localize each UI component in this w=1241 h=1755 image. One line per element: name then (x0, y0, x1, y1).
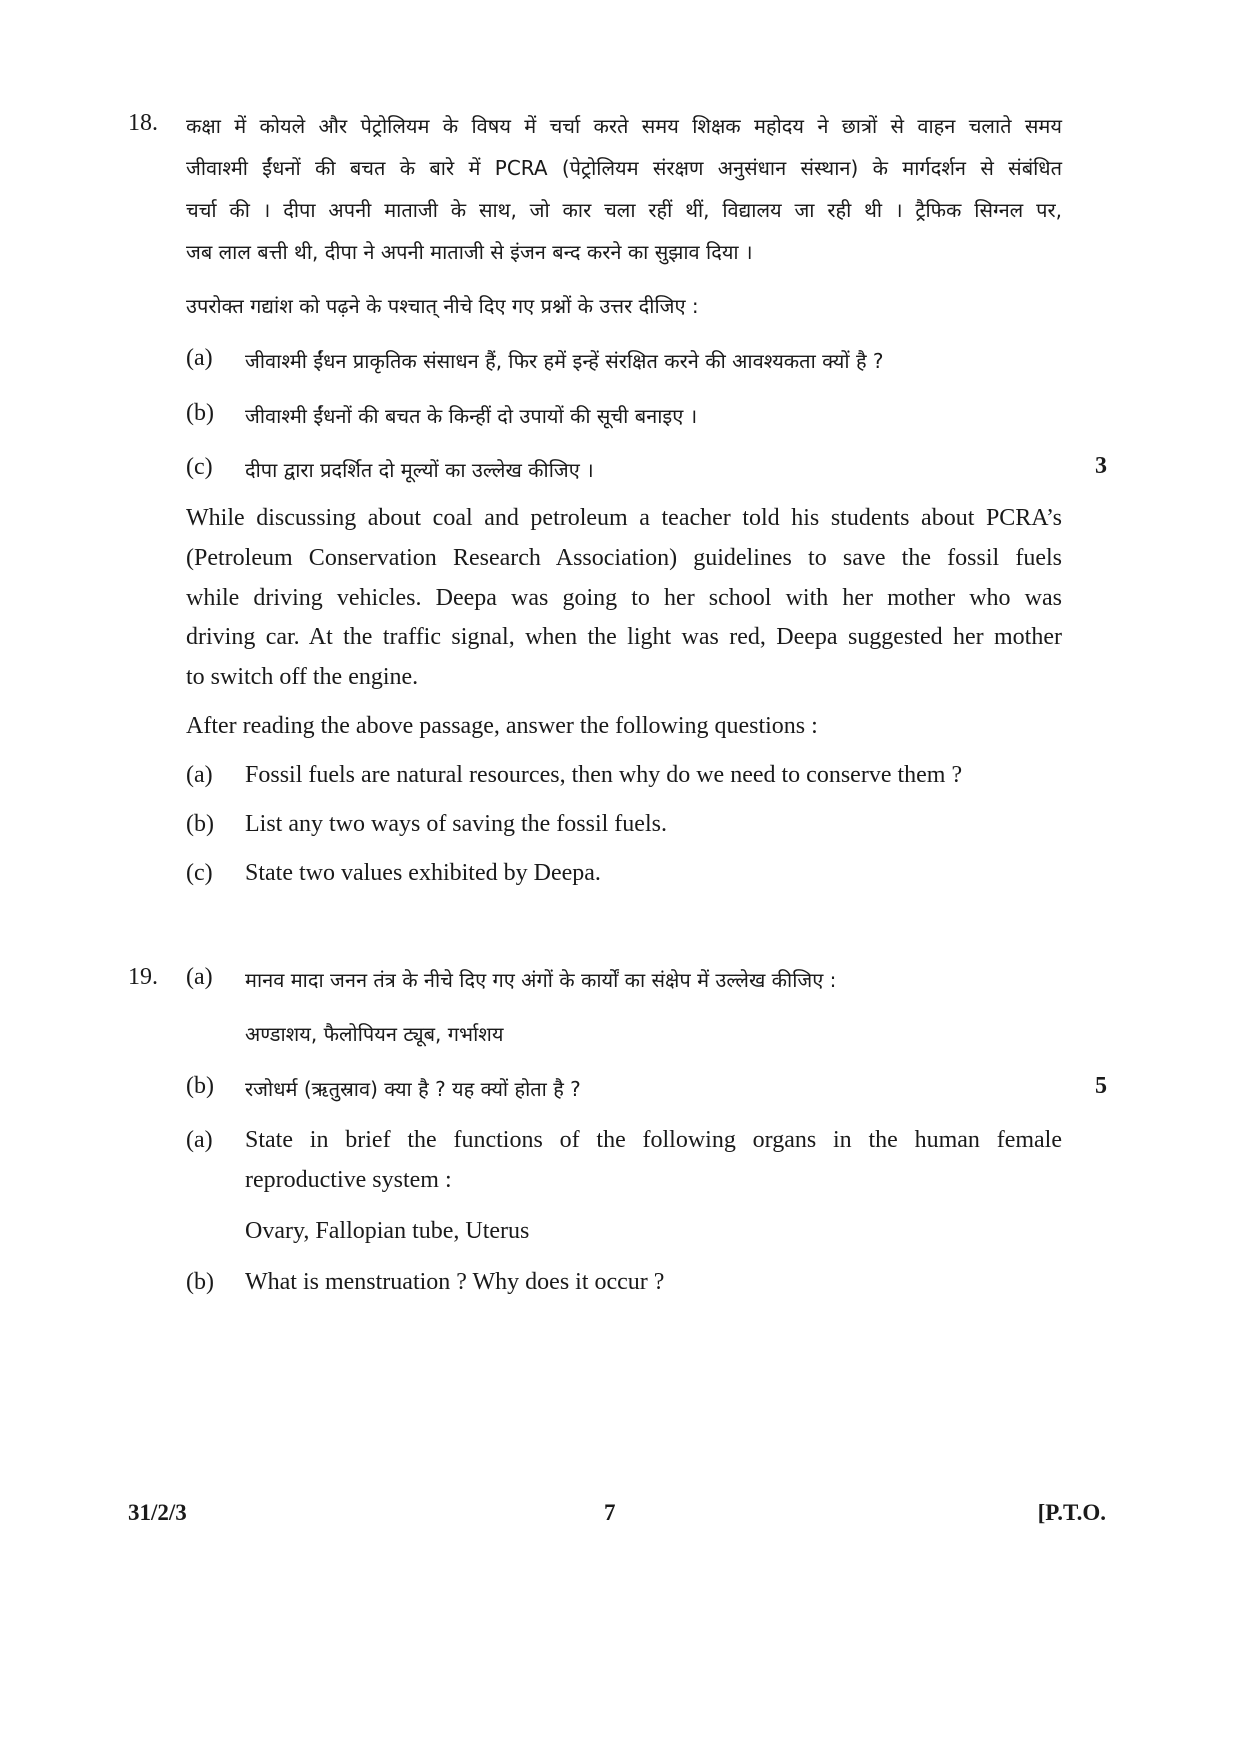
q18-hindi-line-4: जब लाल बत्ती थी, दीपा ने अपनी माताजी से इंजन बन्द करने का सुझाव दिया । (186, 240, 753, 264)
q18-hindi-part-a-text: जीवाश्मी ईंधन प्राकृतिक संसाधन हैं, फिर हमें इन्हें संरक्षित करने की आवश्यकता क्यों है ? (245, 349, 884, 373)
q18-english-line-2: (Petroleum Conservation Research Association) guidelines to save the fossil fuels (186, 545, 1062, 571)
q18-english-part-b-label: (b) (186, 811, 214, 837)
q18-english-part-a-text: Fossil fuels are natural resources, then why do we need to conserve them ? (245, 762, 963, 788)
q18-english-line-4: driving car. At the traffic signal, when the light was red, Deepa suggested her mother (186, 624, 1062, 650)
q19-english-part-a-label: (a) (186, 1127, 213, 1153)
q18-english-line-1: While discussing about coal and petroleum a teacher told his students about PCRA’s (186, 505, 1062, 531)
q18-hindi-part-a-label: (a) (186, 345, 213, 371)
q18-hindi-line-2: जीवाश्मी ईंधनों की बचत के बारे में PCRA (पेट्रोलियम संरक्षण अनुसंधान संस्थान) के मार्गदर्शन से संबंधित (186, 156, 1062, 180)
q18-hindi-line-3: चर्चा की । दीपा अपनी माताजी के साथ, जो कार चला रहीं थीं, विद्यालय जा रही थी । ट्रैफिक सिग्नल पर, (186, 198, 1062, 222)
q18-english-line-5: to switch off the engine. (186, 664, 419, 690)
q19-hindi-part-a-label: (a) (186, 964, 213, 990)
q18-english-part-b-text: List any two ways of saving the fossil fuels. (245, 811, 667, 837)
q19-english-part-a-line-2: reproductive system : (245, 1167, 452, 1193)
q18-english-part-a-label: (a) (186, 762, 213, 788)
q19-english-organs: Ovary, Fallopian tube, Uterus (245, 1218, 530, 1244)
q19-hindi-organs: अण्डाशय, फैलोपियन ट्यूब, गर्भाशय (245, 1022, 504, 1046)
q19-english-part-b-label: (b) (186, 1269, 214, 1295)
q18-english-instruction: After reading the above passage, answer the following questions : (186, 713, 818, 739)
question-18-number: 18. (128, 110, 158, 136)
q18-english-line-3: while driving vehicles. Deepa was going to her school with her mother who was (186, 585, 1062, 611)
q19-english-part-a-line-1: State in brief the functions of the following organs in the human female (245, 1127, 1062, 1153)
q18-hindi-part-c-text: दीपा द्वारा प्रदर्शित दो मूल्यों का उल्लेख कीजिए । (245, 458, 594, 482)
q18-hindi-part-b-text: जीवाश्मी ईंधनों की बचत के किन्हीं दो उपायों की सूची बनाइए । (245, 404, 698, 428)
q19-marks: 5 (1095, 1073, 1107, 1099)
page-number: 7 (604, 1500, 616, 1525)
q18-marks: 3 (1095, 453, 1107, 479)
paper-code: 31/2/3 (128, 1500, 187, 1525)
q18-hindi-part-c-label: (c) (186, 454, 213, 480)
q18-hindi-part-b-label: (b) (186, 400, 214, 426)
q19-english-part-b-text: What is menstruation ? Why does it occur ? (245, 1269, 665, 1295)
q18-english-part-c-label: (c) (186, 860, 213, 886)
q18-hindi-instruction: उपरोक्त गद्यांश को पढ़ने के पश्चात् नीचे दिए गए प्रश्नों के उत्तर दीजिए : (186, 294, 699, 318)
q19-hindi-part-a-text: मानव मादा जनन तंत्र के नीचे दिए गए अंगों के कार्यों का संक्षेप में उल्लेख कीजिए : (245, 968, 837, 992)
q19-hindi-part-b-text: रजोधर्म (ऋतुस्राव) क्या है ? यह क्यों होता है ? (245, 1077, 581, 1101)
q19-hindi-part-b-label: (b) (186, 1073, 214, 1099)
please-turn-over: [P.T.O. (1037, 1500, 1106, 1525)
q18-hindi-line-1: कक्षा में कोयले और पेट्रोलियम के विषय में चर्चा करते समय शिक्षक महोदय ने छात्रों से वाहन चलाते समय (186, 114, 1062, 138)
question-19-number: 19. (128, 964, 158, 990)
q18-english-part-c-text: State two values exhibited by Deepa. (245, 860, 601, 886)
